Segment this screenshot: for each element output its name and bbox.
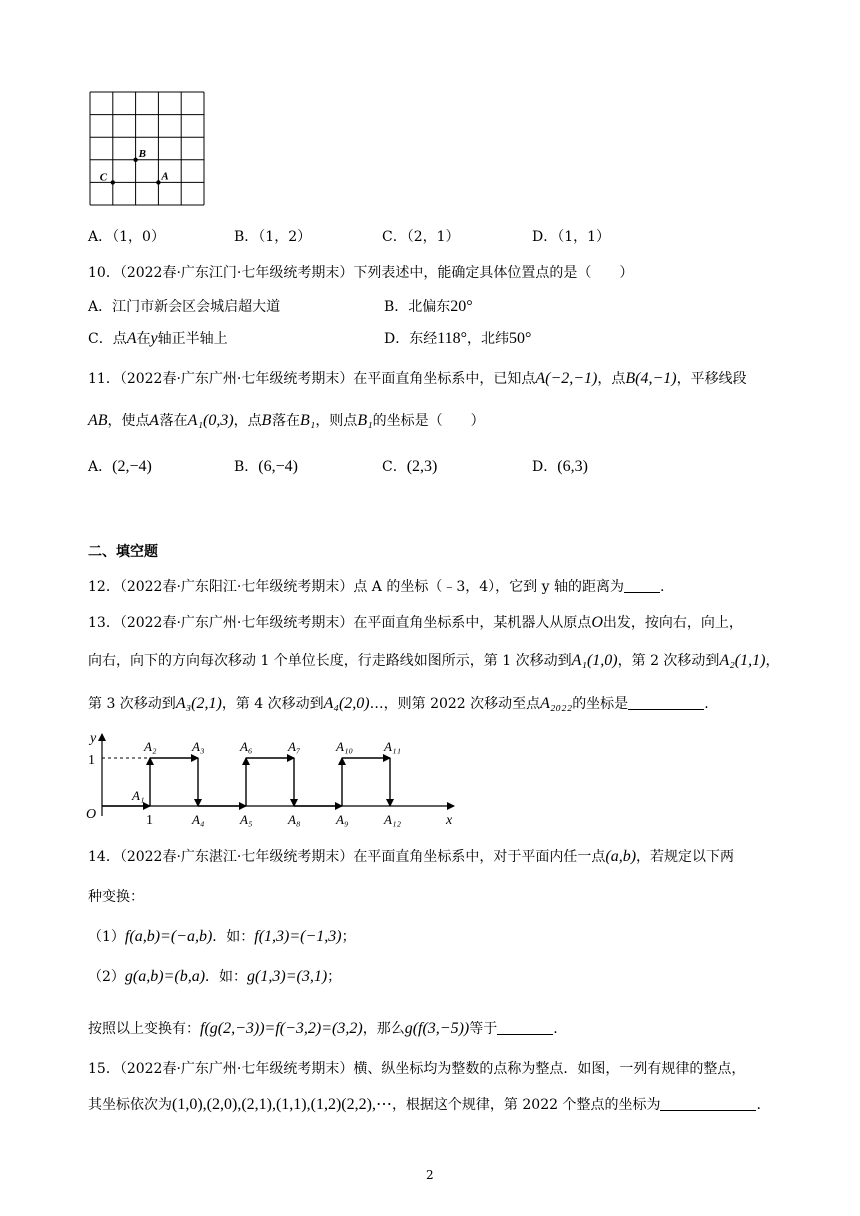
q14-rule1: （1）f(a,b)=(−a,b)．如：f(1,3)=(−1,3)； — [88, 928, 356, 945]
grid-point-label: A — [161, 170, 169, 183]
page-number: 2 — [426, 1168, 434, 1182]
grid-figure — [88, 90, 210, 208]
path-label-top: A₁₀ — [336, 739, 353, 754]
q14-rule2: （2）g(a,b)=(b,a)．如：g(1,3)=(3,1)； — [88, 968, 342, 985]
x-axis-label: x — [446, 813, 453, 828]
q11-option-c: C．(2,3) — [382, 458, 438, 475]
path-label-top: A₆ — [240, 739, 253, 754]
q10-option-a: A．江门市新会区会城启超大道 — [88, 299, 281, 315]
q9-option-c: C．（2，1） — [382, 229, 460, 245]
path-label-top: A₇ — [288, 739, 301, 754]
path-label-top: A₃ — [192, 739, 205, 754]
y-tick-label: 1 — [88, 753, 95, 768]
grid-point-label: C — [99, 171, 108, 184]
q11-stem-line2: AB，使点A落在A₁(0,3)，点B落在B₁，则点B₁的坐标是（ ） — [88, 412, 485, 429]
q12-answer-blank[interactable] — [624, 577, 660, 593]
path-figure — [84, 728, 464, 830]
q10-stem: 10．（2022春·广东江门·七年级统考期末）下列表述中，能确定具体位置点的是（ ） — [88, 265, 634, 281]
path-label-top: A₁₁ — [384, 739, 401, 754]
q11-stem-line1: 11．（2022春·广东广州·七年级统考期末）在平面直角坐标系中，已知点A(−2,−1)，点B(4,−1)，平移线段 — [88, 370, 747, 387]
path-label-bottom: A₉ — [336, 812, 349, 827]
q15-line2: 其坐标依次为(1,0),(2,0),(2,1),(1,1),(1,2)(2,2),⋯，根据这个规律，第 2022 个整点的坐标为 . — [88, 1096, 761, 1113]
grid-point-c — [111, 180, 115, 184]
path-label-bottom: A₈ — [288, 812, 301, 827]
q13-line3: 第 3 次移动到A₃(2,1)，第 4 次移动到A₄(2,0)…，则第 2022 次移动至点A₂₀₂₂的坐标是 . — [88, 695, 709, 712]
q10-option-b: B．北偏东20° — [384, 298, 473, 315]
q15-answer-blank[interactable] — [660, 1095, 756, 1111]
q9-option-d: D．（1，1） — [532, 229, 611, 245]
q14-line5: 按照以上变换有：f(g(2,−3))=f(−3,2)=(3,2)，那么g(f(3,−5))等于 . — [88, 1020, 558, 1037]
section-title: 二、填空题 — [88, 544, 158, 560]
grid-point-b — [133, 158, 137, 162]
q9-option-a: A．（1，0） — [88, 229, 165, 245]
y-axis-label: y — [90, 731, 97, 746]
path-label-top: A₂ — [144, 739, 157, 754]
x-tick-label: 1 — [146, 813, 153, 828]
q14-line1: 14．（2022春·广东湛江·七年级统考期末）在平面直角坐标系中，对于平面内任一点(a,b)，若规定以下两 — [88, 848, 735, 865]
q11-option-b: B．(6,−4) — [234, 458, 298, 475]
path-label-bottom: A₄ — [192, 812, 205, 827]
grid-point-a — [156, 180, 160, 184]
q14-line2: 种变换： — [88, 889, 144, 905]
q10-option-c: C．点A在y轴正半轴上 — [88, 330, 228, 347]
path-label-bottom: A₅ — [240, 812, 253, 827]
origin-label: O — [86, 807, 97, 822]
q13-answer-blank[interactable] — [628, 694, 704, 710]
q11-option-d: D．(6,3) — [532, 458, 588, 475]
q14-answer-blank[interactable] — [497, 1019, 553, 1035]
q12: 12．（2022春·广东阳江·七年级统考期末）点 A 的坐标（﹣3，4），它到 y 轴的距离为 . — [88, 579, 665, 595]
grid-point-label: B — [138, 147, 146, 160]
q13-line2: 向右，向下的方向每次移动 1 个单位长度，行走路线如图所示，第 1 次移动到A₁(1,0)，第 2 次移动到A₂(1,1)， — [88, 652, 780, 669]
q15-line1: 15．（2022春·广东广州·七年级统考期末）横、纵坐标均为整数的点称为整点．如图，一列有规律的整点， — [88, 1061, 746, 1077]
path-label-bottom: A₁₂ — [384, 812, 401, 827]
q11-option-a: A．(2,−4) — [88, 458, 152, 475]
q13-line1: 13．（2022春·广东广州·七年级统考期末）在平面直角坐标系中，某机器人从原点O出发，按向右，向上， — [88, 614, 743, 631]
q9-option-b: B．（1，2） — [234, 229, 312, 245]
q10-option-d: D．东经118°，北纬50° — [384, 330, 532, 347]
a1-label: A₁ — [132, 788, 145, 803]
